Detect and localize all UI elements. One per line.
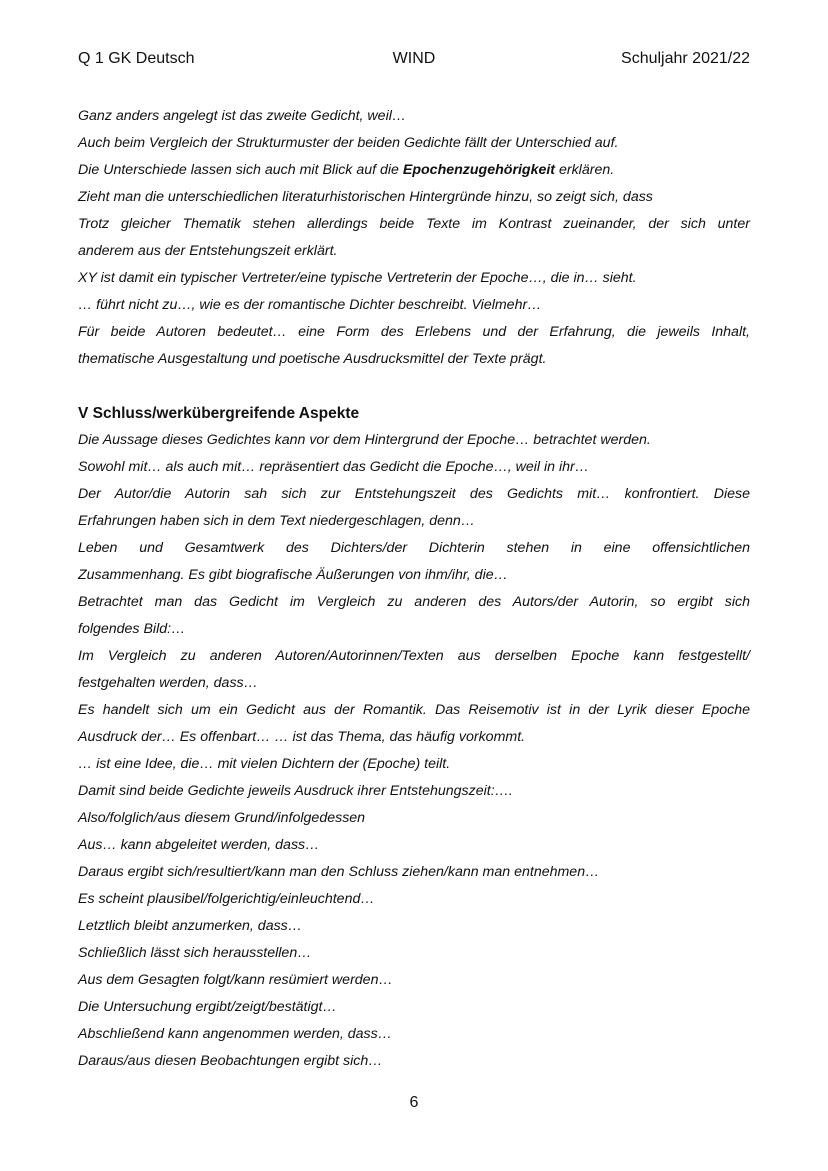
section-heading: V Schluss/werkübergreifende Aspekte — [78, 405, 360, 422]
text-line: Es scheint plausibel/folgerichtig/einleuchtend… — [78, 891, 375, 907]
text-line: Betrachtet man das Gedicht im Vergleich zu anderen des Autors/der Autorin, so ergibt sich — [78, 594, 750, 610]
header-school-year: Schuljahr 2021/22 — [621, 50, 750, 67]
text-line: Der Autor/die Autorin sah sich zur Entstehungszeit des Gedichts mit… konfrontiert. Diese — [78, 486, 750, 502]
text-line: XY ist damit ein typischer Vertreter/eine typische Vertreterin der Epoche…, die in… sieht. — [78, 270, 637, 286]
text-line: Die Aussage dieses Gedichtes kann vor dem Hintergrund der Epoche… betrachtet werden. — [78, 432, 651, 448]
text-line: folgendes Bild:… — [78, 621, 186, 637]
text-line: Daraus/aus diesen Beobachtungen ergibt sich… — [78, 1053, 383, 1069]
text-line: Damit sind beide Gedichte jeweils Ausdruck ihrer Entstehungszeit:…. — [78, 783, 513, 799]
text-line: Aus… kann abgeleitet werden, dass… — [78, 837, 320, 853]
epoch-line-post: erklären. — [555, 162, 615, 178]
page-header — [78, 50, 750, 70]
text-line: Aus dem Gesagten folgt/kann resümiert werden… — [78, 972, 393, 988]
text-line: Zusammenhang. Es gibt biografische Äußerungen von ihm/ihr, die… — [78, 567, 508, 583]
text-line: anderem aus der Entstehungszeit erklärt. — [78, 243, 338, 259]
text-line: Die Untersuchung ergibt/zeigt/bestätigt… — [78, 999, 337, 1015]
text-line: Es handelt sich um ein Gedicht aus der Romantik. Das Reisemotiv ist in der Lyrik dieser Epoche — [78, 702, 750, 718]
epoch-keyword: Epochenzugehörigkeit — [402, 162, 556, 178]
text-line: Abschließend kann angenommen werden, dass… — [78, 1026, 392, 1042]
text-line: Schließlich lässt sich herausstellen… — [78, 945, 312, 961]
text-line: … führt nicht zu…, wie es der romantische Dichter beschreibt. Vielmehr… — [78, 297, 542, 313]
text-line: Im Vergleich zu anderen Autoren/Autorinnen/Texten aus derselben Epoche kann festgestellt/ — [78, 648, 750, 664]
text-line: Ausdruck der… Es offenbart… … ist das Thema, das häufig vorkommt. — [78, 729, 526, 745]
text-line: Also/folglich/aus diesem Grund/infolgedessen — [78, 810, 366, 826]
header-course: Q 1 GK Deutsch — [78, 50, 195, 67]
page-number: 6 — [409, 1094, 419, 1111]
text-line: … ist eine Idee, die… mit vielen Dichtern der (Epoche) teilt. — [78, 756, 451, 772]
text-line: Daraus ergibt sich/resultiert/kann man den Schluss ziehen/kann man entnehmen… — [78, 864, 600, 880]
text-line: Sowohl mit… als auch mit… repräsentiert das Gedicht die Epoche…, weil in ihr… — [78, 459, 589, 475]
text-line: Trotz gleicher Thematik stehen allerdings beide Texte im Kontrast zueinander, der sich unter — [78, 216, 750, 232]
epoch-line-pre: Die Unterschiede lassen sich auch mit Blick auf die — [78, 162, 403, 178]
text-line: Leben und Gesamtwerk des Dichters/der Dichterin stehen in eine offensichtlichen — [78, 540, 750, 556]
text-line: Zieht man die unterschiedlichen literaturhistorischen Hintergründe hinzu, so zeigt sich, dass — [78, 189, 653, 205]
text-line: Für beide Autoren bedeutet… eine Form des Erlebens und der Erfahrung, die jeweils Inhalt, — [78, 324, 750, 340]
epoch-line — [78, 157, 750, 184]
header-title: WIND — [392, 50, 436, 67]
text-line: Ganz anders angelegt ist das zweite Gedicht, weil… — [78, 108, 407, 124]
text-line: thematische Ausgestaltung und poetische Ausdrucksmittel der Texte prägt. — [78, 351, 547, 367]
document-body — [78, 103, 750, 1075]
text-line: Erfahrungen haben sich in dem Text niedergeschlagen, denn… — [78, 513, 475, 529]
text-line: Letztlich bleibt anzumerken, dass… — [78, 918, 302, 934]
text-line: festgehalten werden, dass… — [78, 675, 258, 691]
text-line: Auch beim Vergleich der Strukturmuster der beiden Gedichte fällt der Unterschied auf. — [78, 135, 619, 151]
section-gap — [78, 373, 750, 400]
